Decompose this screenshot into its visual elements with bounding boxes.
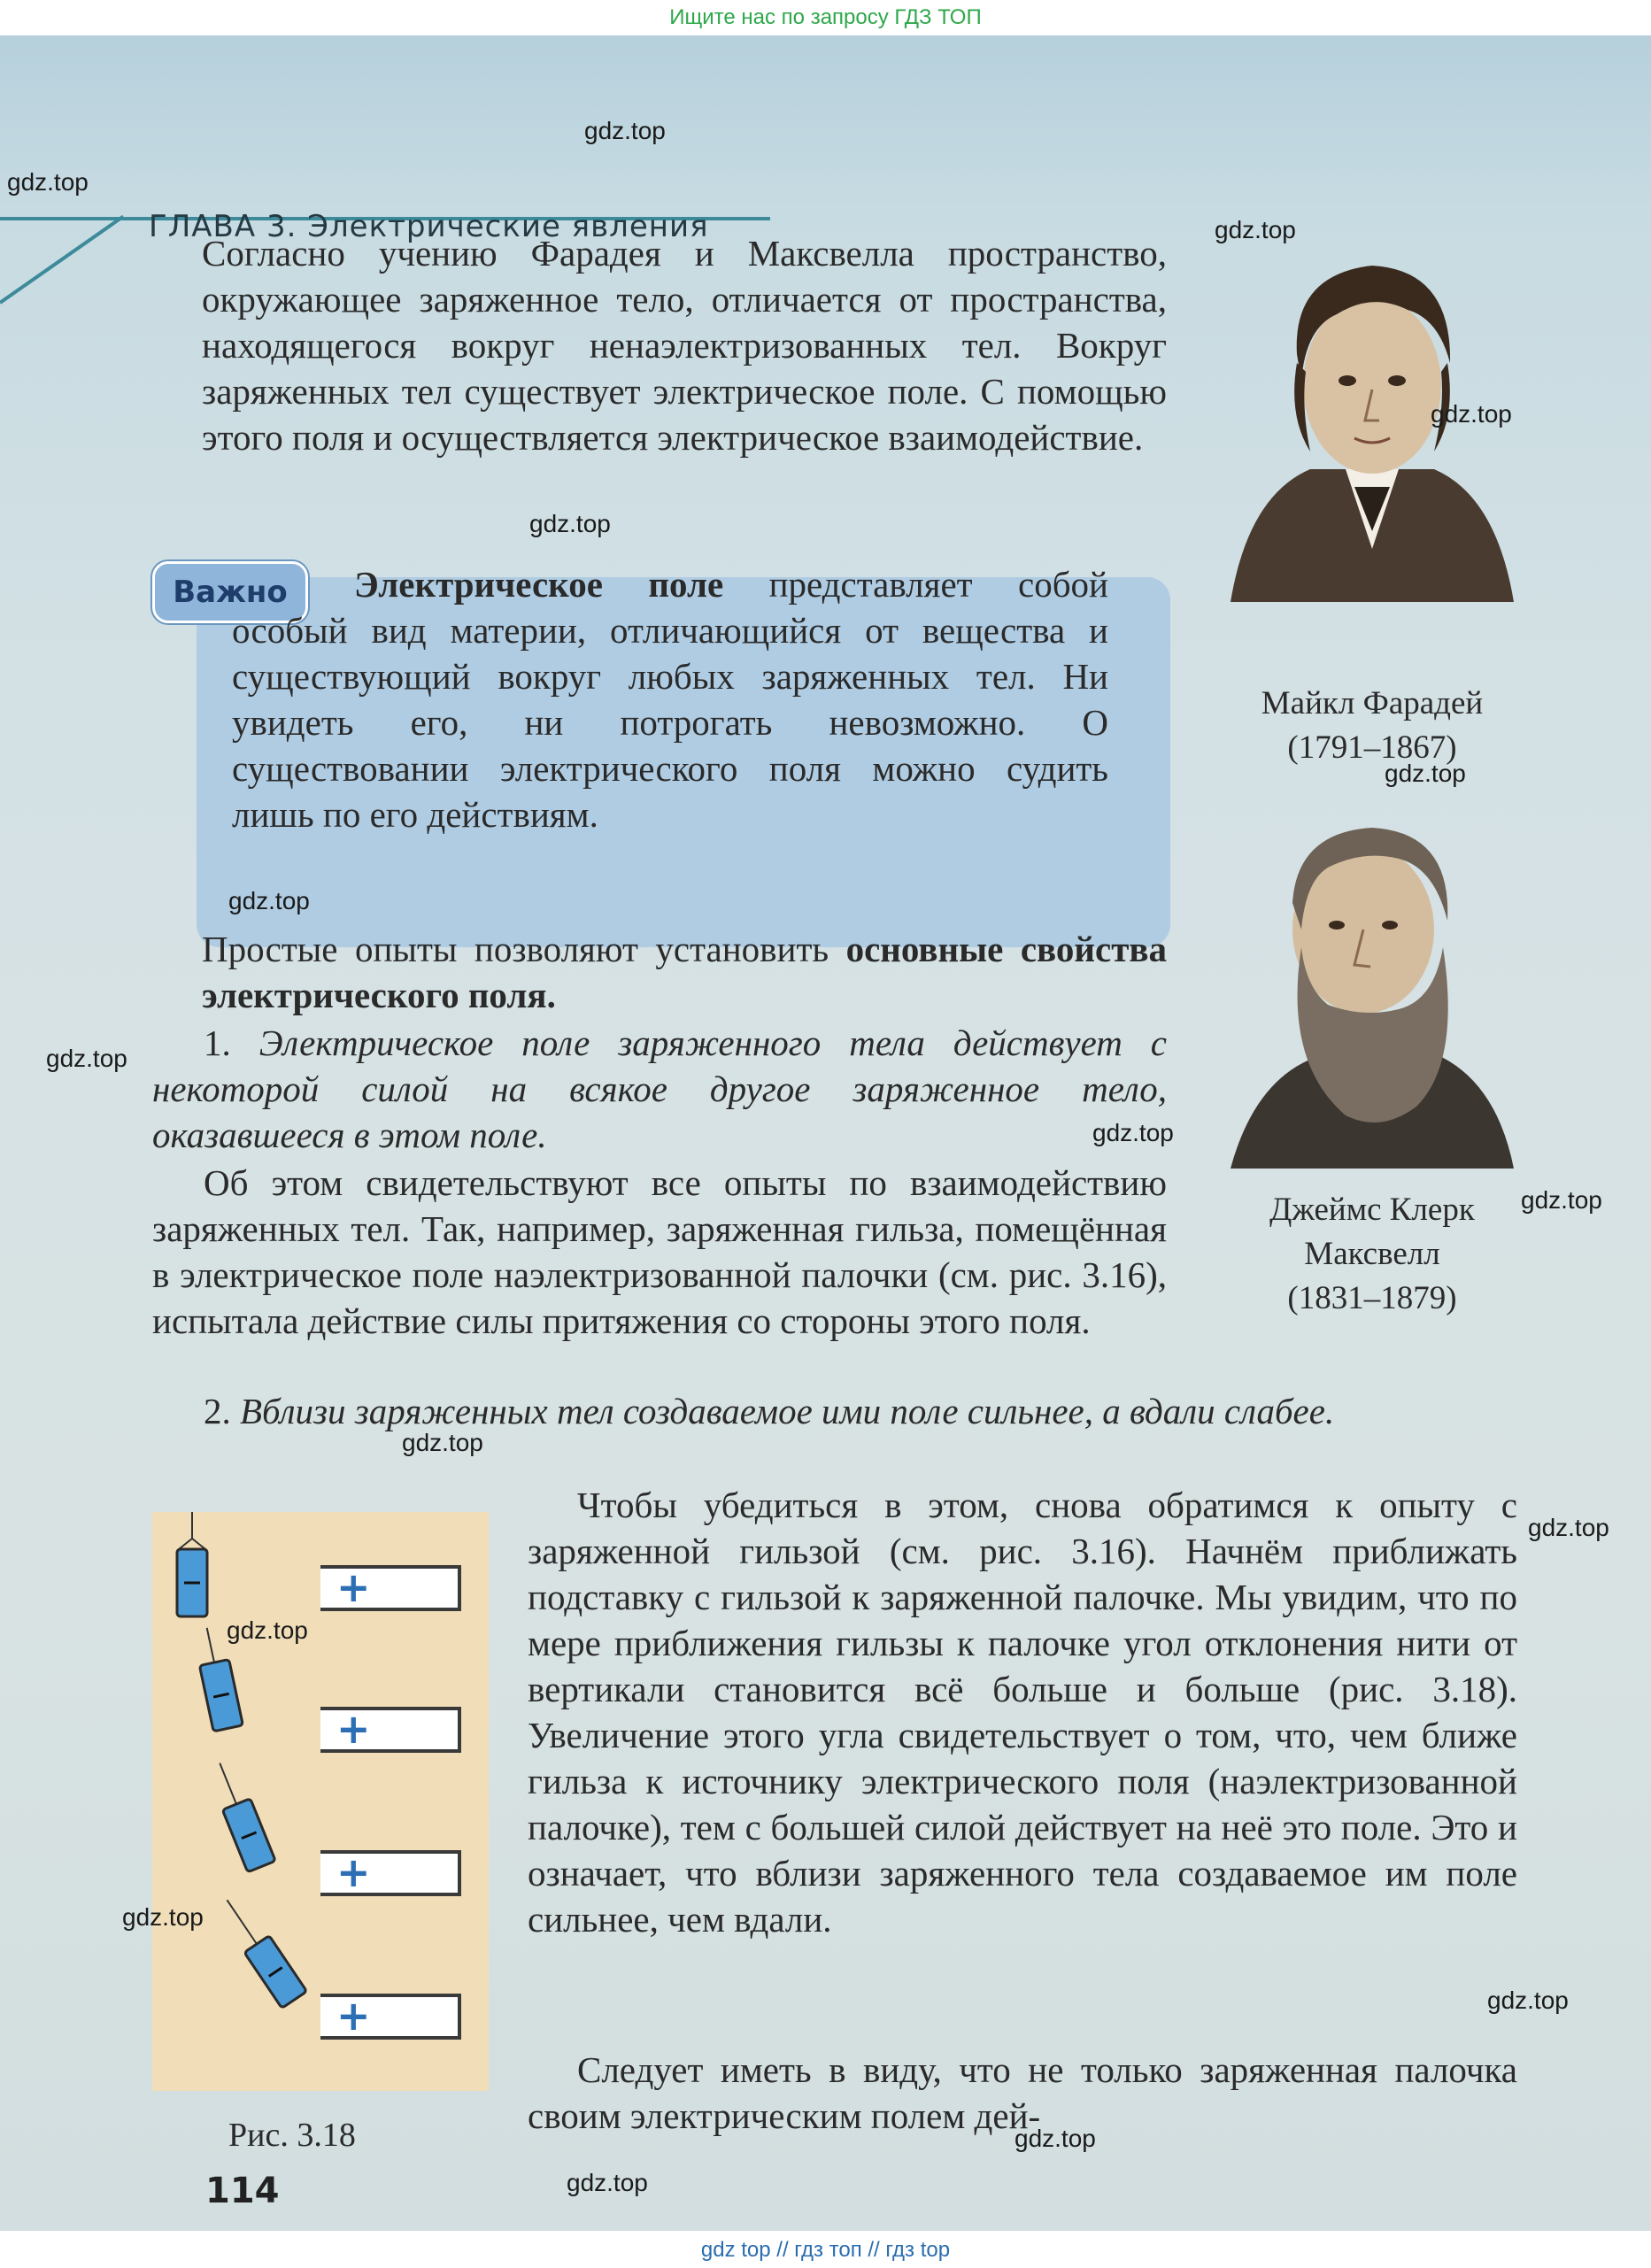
watermark: gdz.top [1521, 1186, 1602, 1214]
important-definition [232, 561, 1108, 837]
properties-intro-bold: основные свойства электрического поля. [202, 929, 1168, 1015]
watermark: gdz.top [1487, 1986, 1569, 2014]
property-2-number: 2. [204, 1391, 231, 1431]
maxwell-name-line1: Джеймс Клерк [1269, 1192, 1475, 1228]
watermark: gdz.top [7, 168, 89, 196]
watermark: gdz.top [1092, 1119, 1174, 1146]
faraday-caption [1204, 682, 1540, 770]
property-2-explanation: Чтобы убедиться в этом, снова обратимся к опыту с заряженной гильзой (см. рис. 3.16). Начнём приближать подставку с гильзой к заряженной палочке. Мы увидим, что по мере приближения гильзы к палочке угол отклонения нити от вертикали становится всё больше и больше (рис. 3.18). Увеличение этого угла свидетельствует о том, что, чем ближе гильза к источнику электрического поля (наэлектризованной палочке), тем с большей силой действует на неё это поле. Это и означает, что вблизи заряженного тела создаваемое им поле сильнее, чем вдали. [528, 1485, 1517, 1940]
header-rule-diagonal [0, 215, 124, 305]
sleeves-drawing [152, 1512, 329, 2091]
maxwell-caption [1204, 1188, 1540, 1321]
definition-term: Электрическое поле [354, 564, 724, 605]
plus-sign: + [336, 1563, 371, 1611]
watermark: gdz.top [402, 1429, 483, 1456]
property-1 [152, 1020, 1167, 1158]
watermark: gdz.top [529, 510, 611, 537]
property-1-explanation: Об этом свидетельствуют все опыты по взаимодействию заряженных тел. Так, например, заряженная гильза, помещённая в электрическое поле наэлектризованной палочки (см. рис. 3.16), испытала действие силы притяжения со стороны этого поля. [152, 1162, 1167, 1341]
textbook-page [0, 35, 1651, 2231]
properties-intro-text: Простые опыты позволяют установить [202, 929, 846, 969]
charged-rod-plate-4 [320, 1994, 461, 2040]
watermark: gdz.top [228, 887, 310, 914]
important-badge: Важно [152, 561, 308, 623]
watermark: gdz.top [1015, 2125, 1096, 2152]
watermark: gdz.top [1431, 400, 1512, 428]
plus-sign: + [336, 1705, 371, 1753]
faraday-name: Майкл Фарадей [1261, 685, 1484, 721]
top-banner[interactable]: Ищите нас по запросу ГДЗ ТОП [0, 0, 1651, 35]
figure-caption: Рис. 3.18 [228, 2117, 356, 2154]
watermark: gdz.top [1215, 216, 1296, 243]
watermark: gdz.top [584, 117, 666, 144]
plus-sign: + [336, 1848, 371, 1896]
property-2 [152, 1388, 1521, 1434]
property-2-text: Вблизи заряженных тел создаваемое ими поле сильнее, а вдали слабее. [240, 1391, 1335, 1431]
charged-rod-plate-3 [320, 1850, 461, 1896]
faraday-years: (1791–1867) [1287, 729, 1457, 766]
watermark: gdz.top [46, 1045, 127, 1072]
page-number: 114 [205, 2171, 280, 2211]
charged-rod-plate-1 [320, 1565, 461, 1611]
watermark: gdz.top [227, 1616, 308, 1644]
definition-text: представляет собой особый вид материи, отличающийся от вещества и существующий вокруг любых заряженных тел. Ни увидеть его, ни потрогать невозможно. О существовании электрического поля можно судить лишь по его действиям. [232, 564, 1108, 835]
watermark: gdz.top [1528, 1514, 1609, 1541]
property-1-number: 1. [204, 1022, 231, 1063]
bottom-banner[interactable]: gdz top // гдз топ // гдз top [0, 2233, 1651, 2268]
intro-paragraph: Согласно учению Фарадея и Максвелла пространство, окружающее заряженное тело, отличается от пространства, находящегося вокруг ненаэлектризованных тел. Вокруг заряженных тел существует электрическое поле. С помощью этого поля и осуществляется электрическое взаимодействие. [202, 233, 1167, 458]
maxwell-years: (1831–1879) [1287, 1280, 1457, 1316]
properties-intro [202, 926, 1167, 1018]
charged-rod-plate-2 [320, 1707, 461, 1753]
watermark: gdz.top [122, 1903, 204, 1931]
closing-paragraph: Следует иметь в виду, что не только заряженная палочка своим электрическим полем дей- [528, 2049, 1517, 2136]
watermark: gdz.top [567, 2169, 648, 2196]
maxwell-portrait [1222, 797, 1523, 1169]
plus-sign: + [336, 1992, 371, 2040]
chapter-title: ГЛАВА 3. Электрические явления [149, 209, 709, 244]
property-1-text: Электрическое поле заряженного тела действует с некоторой силой на всякое другое заряженное тело, оказавшееся в этом поле. [152, 1022, 1167, 1155]
maxwell-name-line2: Максвелл [1304, 1236, 1440, 1272]
watermark: gdz.top [1385, 760, 1466, 787]
